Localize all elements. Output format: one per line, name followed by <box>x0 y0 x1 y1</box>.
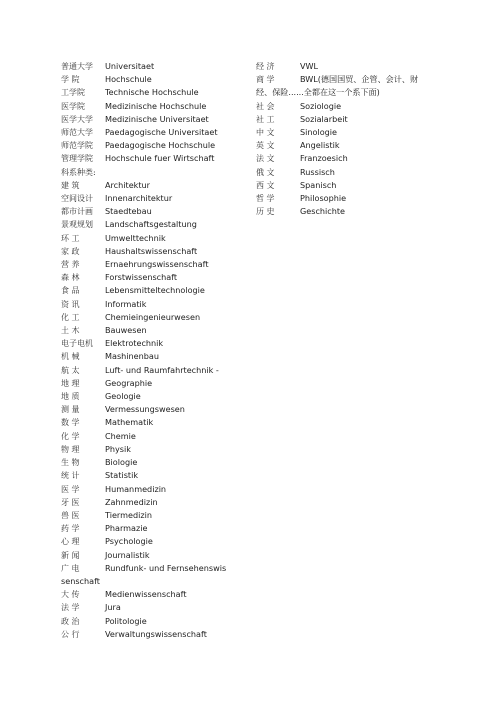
chinese-term: 经 济 <box>256 62 275 71</box>
chinese-term: 医 学 <box>61 484 80 494</box>
chinese-term: 普通大学 <box>61 62 93 71</box>
left-column-entry <box>61 205 239 218</box>
left-column-entry <box>61 258 239 271</box>
chinese-term: 电子电机 <box>61 339 93 349</box>
right-column-entry <box>256 179 434 192</box>
german-term: Biologie <box>105 457 138 468</box>
chinese-term: 俄 文 <box>256 167 275 177</box>
german-term: Paedagogische Universitaet <box>105 127 218 138</box>
german-term: Medizinische Hochschule <box>105 100 207 111</box>
german-term: Vermessungswesen <box>105 404 185 415</box>
right-column-entry <box>256 192 434 205</box>
german-term: Geschichte <box>300 206 346 217</box>
german-term: Geologie <box>105 391 141 402</box>
left-column-entry <box>61 549 239 562</box>
german-term: Mashinenbau <box>105 351 160 362</box>
german-term: Verwaltungswissenschaft <box>105 628 207 639</box>
left-column-entry <box>61 601 239 614</box>
left-column-entry <box>61 615 239 628</box>
german-term: Staedtebau <box>105 206 152 217</box>
chinese-term: 师范大学 <box>61 128 93 138</box>
left-column-entry <box>61 456 239 469</box>
chinese-term: 航 太 <box>61 365 80 375</box>
german-term: Spanisch <box>300 179 337 190</box>
chinese-term: 管理学院 <box>61 154 93 164</box>
left-column-entry <box>61 218 239 231</box>
left-column-entry <box>61 509 239 522</box>
german-term: Politologie <box>105 615 147 626</box>
chinese-term: 环 工 <box>61 233 80 243</box>
german-term: Humanmedizin <box>105 483 167 494</box>
left-column-entry <box>61 86 239 99</box>
german-term: Landschaftsgestaltung <box>105 219 197 230</box>
left-column-entry <box>61 364 239 377</box>
chinese-term: 景观规划 <box>61 220 93 230</box>
german-term: Russisch <box>300 166 335 177</box>
chinese-term: 机 械 <box>61 352 80 362</box>
left-column-entry <box>61 311 239 324</box>
left-column-entry <box>61 113 239 126</box>
german-term: Journalistik <box>105 549 150 560</box>
left-column-entry <box>61 179 239 192</box>
chinese-term: 土 木 <box>61 326 80 336</box>
left-column-entry <box>61 337 239 350</box>
left-column-entry <box>61 403 239 416</box>
german-term: Sozialarbeit <box>300 113 348 124</box>
chinese-term: 药 学 <box>61 524 80 534</box>
left-column-entry <box>61 430 239 443</box>
german-term: Philosophie <box>300 193 347 204</box>
chinese-term: 森 林 <box>61 273 80 283</box>
right-column-entry <box>256 139 434 152</box>
chinese-term: 食 品 <box>61 286 80 296</box>
left-column-entry <box>61 416 239 429</box>
chinese-term: 测 量 <box>61 405 80 415</box>
chinese-term: 地 质 <box>61 392 80 402</box>
german-term: Mathematik <box>105 417 154 428</box>
left-column-entry <box>61 139 239 152</box>
german-term: Umwelttechnik <box>105 232 166 243</box>
chinese-term: 学 院 <box>61 75 80 85</box>
chinese-term: 公 行 <box>61 629 80 639</box>
german-term: Bauwesen <box>105 325 147 336</box>
chinese-term: 大 传 <box>61 590 80 600</box>
chinese-term: 营 养 <box>61 260 80 270</box>
left-column <box>61 60 239 641</box>
chinese-term: 法 学 <box>61 603 80 613</box>
left-column-entry <box>61 562 239 588</box>
chinese-term: 家 政 <box>61 246 80 256</box>
chinese-term: 物 理 <box>61 444 80 454</box>
german-term: Luft- und Raumfahrtechnik - <box>105 364 219 375</box>
left-column-entry <box>61 496 239 509</box>
left-column-entry <box>61 126 239 139</box>
left-column-entry <box>61 60 239 73</box>
chinese-term: 社 工 <box>256 114 275 124</box>
chinese-term: 哲 学 <box>256 194 275 204</box>
german-term: Ernaehrungswissenschaft <box>105 259 209 270</box>
left-column-entry <box>61 469 239 482</box>
german-term: Franzoesich <box>300 153 348 164</box>
chinese-term: 资 讯 <box>61 299 80 309</box>
german-term: Informatik <box>105 298 147 309</box>
left-column-entry <box>61 483 239 496</box>
right-column-entry <box>256 100 434 113</box>
german-term: Hochschule <box>105 74 152 85</box>
german-term: Rundfunk- und Fernsehenswis senschaft <box>61 562 227 586</box>
right-column-entry <box>256 73 434 99</box>
chinese-term: 工学院 <box>61 88 85 98</box>
chinese-term: 生 物 <box>61 458 80 468</box>
left-column-entry <box>61 628 239 641</box>
german-term: Innenarchitektur <box>105 193 173 204</box>
german-term: Hochschule fuer Wirtschaft <box>105 153 215 164</box>
chinese-term: 政 治 <box>61 616 80 626</box>
german-term: Sinologie <box>300 127 338 138</box>
left-column-entry <box>61 152 239 165</box>
chinese-term: 牙 医 <box>61 497 80 507</box>
chinese-term: 历 史 <box>256 207 275 217</box>
right-column-entry <box>256 166 434 179</box>
german-term: Technische Hochschule <box>105 87 199 98</box>
left-column-entry <box>61 73 239 86</box>
chinese-term: 英 文 <box>256 141 275 151</box>
german-term: Geographie <box>105 377 153 388</box>
chinese-term: 商 学 <box>256 75 275 85</box>
left-column-entry <box>61 350 239 363</box>
left-column-entry <box>61 232 239 245</box>
chinese-term: 化 工 <box>61 312 80 322</box>
left-column-entry <box>61 298 239 311</box>
chinese-term: 新 闻 <box>61 550 80 560</box>
left-column-entry <box>61 324 239 337</box>
german-term: Tiermedizin <box>105 509 152 520</box>
chinese-term: 师范学院 <box>61 141 93 151</box>
right-column-entry <box>256 152 434 165</box>
left-column-entry <box>61 390 239 403</box>
left-column-entry <box>61 100 239 113</box>
german-term: Lebensmitteltechnologie <box>105 285 205 296</box>
right-column-entry <box>256 205 434 218</box>
german-term: Medienwissenschaft <box>105 589 187 600</box>
left-column-entry <box>61 192 239 205</box>
chinese-term: 医学院 <box>61 101 85 111</box>
german-term: VWL <box>300 61 319 71</box>
chinese-term: 数 学 <box>61 418 80 428</box>
left-column-entry <box>61 271 239 284</box>
left-column-entry <box>61 284 239 297</box>
chinese-term: 空间设计 <box>61 194 93 204</box>
german-term: Medizinische Universitaet <box>105 113 209 124</box>
german-term: Zahnmedizin <box>105 496 158 507</box>
chinese-term: 化 学 <box>61 431 80 441</box>
german-term: Angelistik <box>300 140 340 151</box>
right-column-entry <box>256 60 434 73</box>
german-term: Universitaet <box>105 61 155 71</box>
right-column <box>256 60 434 218</box>
german-term: Physik <box>105 443 131 454</box>
left-column-entry <box>61 166 239 179</box>
chinese-term: 科系种类: <box>61 167 96 177</box>
german-term: Haushaltswissenschaft <box>105 245 198 256</box>
right-column-entry <box>256 113 434 126</box>
left-column-entry <box>61 522 239 535</box>
german-term: Architektur <box>105 179 150 190</box>
german-term: Paedagogische Hochschule <box>105 140 216 151</box>
chinese-term: 心 理 <box>61 537 80 547</box>
german-term: BWL(德国国贸、企管、会计、财经、保险......全都在这一个系下面) <box>256 74 419 98</box>
left-column-entry <box>61 588 239 601</box>
german-term: Elektrotechnik <box>105 338 164 349</box>
chinese-term: 建 筑 <box>61 180 80 190</box>
german-term: Forstwissenschaft <box>105 272 178 283</box>
german-term: Jura <box>105 602 121 613</box>
chinese-term: 法 文 <box>256 154 275 164</box>
chinese-term: 广 电 <box>61 563 80 573</box>
german-term: Pharmazie <box>105 523 148 534</box>
chinese-term: 都市计画 <box>61 207 93 217</box>
left-column-entry <box>61 377 239 390</box>
german-term: Chemie <box>105 430 136 441</box>
chinese-term: 兽 医 <box>61 510 80 520</box>
left-column-entry <box>61 443 239 456</box>
left-column-entry <box>61 245 239 258</box>
chinese-term: 中 文 <box>256 128 275 138</box>
chinese-term: 医学大学 <box>61 114 93 124</box>
chinese-term: 社 会 <box>256 101 275 111</box>
german-term: Psychologie <box>105 536 153 547</box>
left-column-entry <box>61 535 239 548</box>
german-term: Statistik <box>105 470 139 481</box>
chinese-term: 地 理 <box>61 378 80 388</box>
chinese-term: 西 文 <box>256 180 275 190</box>
german-term: Soziologie <box>300 100 342 111</box>
chinese-term: 统 计 <box>61 471 80 481</box>
german-term: Chemieingenieurwesen <box>105 311 201 322</box>
right-column-entry <box>256 126 434 139</box>
